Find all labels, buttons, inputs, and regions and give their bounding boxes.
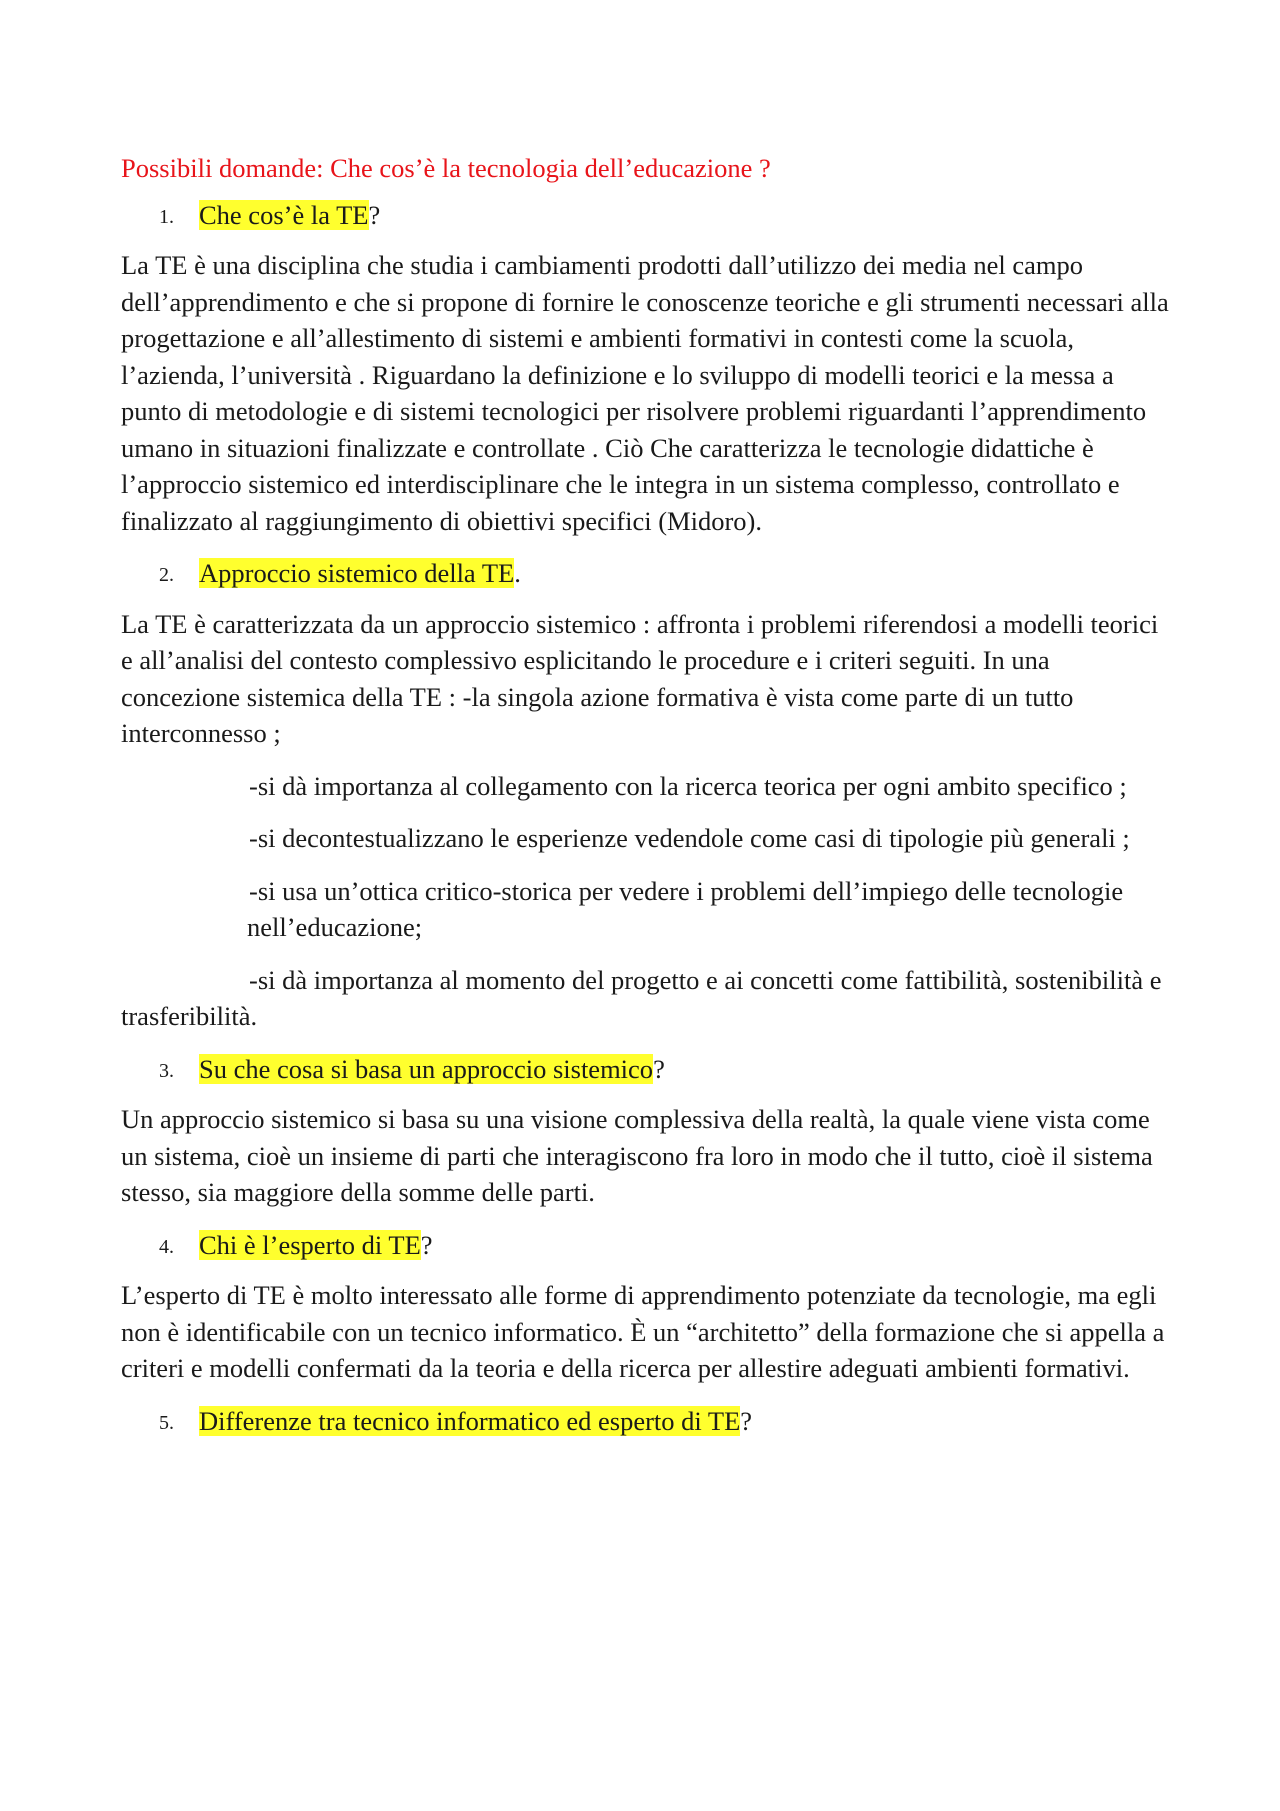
- question-punct: ?: [653, 1053, 665, 1084]
- point-3-text: -si usa un’ottica critico-storica per vedere i problemi dell’impiego delle tecnologie: [249, 875, 1124, 906]
- list-number: 4.: [159, 1235, 174, 1258]
- list-number: 5.: [159, 1411, 174, 1434]
- question-text: Che cos’è la TE: [199, 199, 369, 230]
- answer-2-point-2: -si decontestualizzano le esperienze vedendole come casi di tipologie più generali ;: [249, 823, 1130, 853]
- answer-2-point-3: [121, 873, 1171, 946]
- document-heading: Possibili domande: Che cos’è la tecnologia dell’educazione ?: [121, 153, 771, 183]
- question-punct: .: [514, 558, 521, 588]
- answer-1: La TE è una disciplina che studia i cambiamenti prodotti dall’utilizzo dei media nel campo dell’apprendimento e che si propone di fornire le conoscenze teoriche e gli strumenti necessari alla progettazione e all’allestimento di sistemi e ambienti formativi in contesti come la scuola, l’azienda, l’università . Riguardano la definizione e lo sviluppo di modelli teorici e la messa a punto di metodologie e di sistemi tecnologici per risolvere problemi riguardanti l’apprendimento umano in situazioni finalizzate e controllate . Ciò Che caratterizza le tecnologie didattiche è l’approccio sistemico ed interdisciplinare che le integra in un sistema complesso, controllato e finalizzato al raggiungimento di obiettivi specifici (Midoro).: [121, 250, 1169, 536]
- question-text: Su che cosa si basa un approccio sistemico: [199, 1053, 654, 1084]
- answer-2: La TE è caratterizzata da un approccio sistemico : affronta i problemi riferendosi a modelli teorici e all’analisi del contesto complessivo esplicitando le procedure e i criteri seguiti. In una concezione sistemica della TE : -la singola azione formativa è vista come parte di un tutto interconnesso ;: [121, 608, 1159, 748]
- list-number: 2.: [159, 564, 174, 586]
- question-2: [121, 555, 1171, 592]
- answer-3: Un approccio sistemico si basa su una visione complessiva della realtà, la quale viene vista come un sistema, cioè un insieme di parti che interagiscono fra loro in modo che il tutto, cioè il sistema stesso, sia maggiore della somme delle parti.: [121, 1104, 1153, 1207]
- question-3: [121, 1051, 1171, 1088]
- question-text: Differenze tra tecnico informatico ed esperto di TE: [199, 1405, 741, 1436]
- document-page: [121, 150, 1171, 1453]
- question-punct: ?: [740, 1405, 753, 1436]
- answer-2-point-4: -si dà importanza al momento del progetto e ai concetti come fattibilità, sostenibilità e trasferibilità.: [121, 964, 1162, 1031]
- question-punct: ?: [368, 199, 381, 230]
- question-1: [121, 197, 1171, 234]
- list-number: 1.: [159, 205, 174, 228]
- question-text: Approccio sistemico della TE: [199, 558, 515, 588]
- list-number: 3.: [159, 1059, 174, 1082]
- question-5: [121, 1403, 1171, 1440]
- point-3-tail: nell’educazione;: [247, 912, 423, 942]
- question-punct: ?: [420, 1229, 433, 1260]
- answer-2-point-1: -si dà importanza al collegamento con la ricerca teorica per ogni ambito specifico ;: [249, 770, 1127, 801]
- answer-4: L’esperto di TE è molto interessato alle forme di apprendimento potenziate da tecnologie, ma egli non è identificabile con un tecnico informatico. È un “architetto” della formazione che si appella a criteri e modelli confermati da la teoria e della ricerca per allestire adeguati ambienti formativi.: [121, 1280, 1165, 1383]
- question-text: Chi è l’esperto di TE: [199, 1229, 421, 1260]
- question-4: [121, 1227, 1171, 1264]
